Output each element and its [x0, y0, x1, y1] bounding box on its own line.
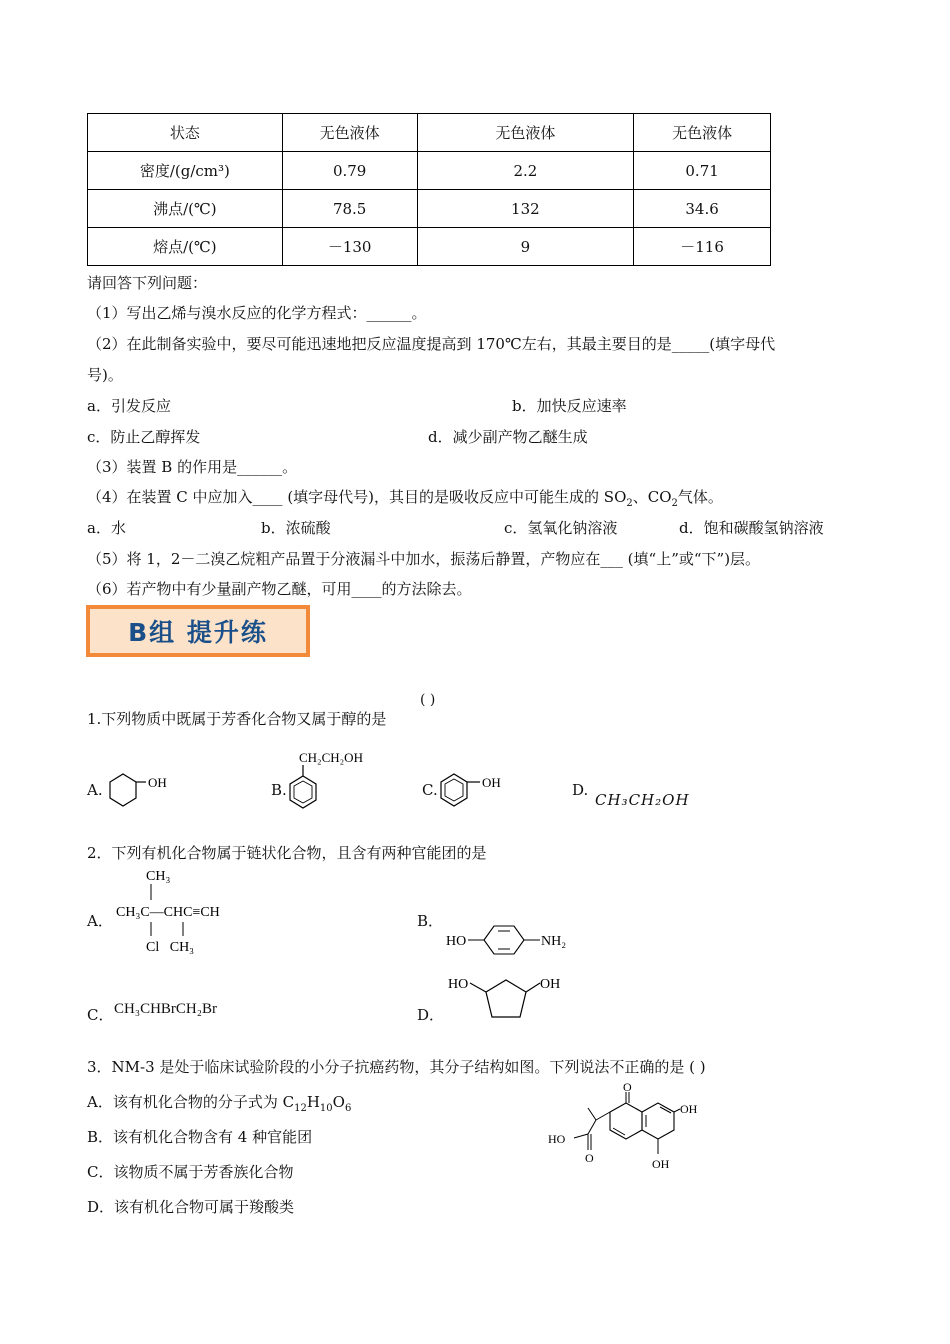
- phenol-structure: [436, 770, 516, 816]
- table-cell: 无色液体: [282, 114, 417, 152]
- subscript: 10: [319, 1103, 333, 1114]
- b3-option-b: B．该有机化合物含有 4 种官能团: [87, 1128, 313, 1146]
- benzene-ring: [642, 1103, 674, 1139]
- oh-label: OH: [482, 775, 501, 790]
- table-row: [88, 114, 771, 152]
- table-cell: 0.71: [634, 152, 771, 190]
- bond: [596, 1112, 610, 1120]
- table-cell: 78.5: [282, 190, 417, 228]
- ch2ch2oh-label: CH₂CH₂OH: [299, 750, 363, 765]
- hydroxyl-bottom: OH: [652, 1157, 670, 1171]
- b3-option-a: [87, 1091, 351, 1114]
- b1-stem: 1.下列物质中既属于芳香化合物又属于醇的是: [87, 710, 387, 728]
- banner-title: B组 提升练: [128, 618, 268, 647]
- double-bond: [613, 1128, 625, 1135]
- q2-option-d: d．减少副产物乙醚生成: [428, 428, 588, 446]
- cyclopentanediol-structure: [444, 972, 574, 1027]
- main-chain: CH₃C—CHC≡CH: [116, 905, 220, 920]
- q4-text-mid: 、CO: [632, 488, 672, 506]
- subscript: 12: [294, 1103, 307, 1114]
- table-cell: 无色液体: [634, 114, 771, 152]
- table-cell: 0.79: [282, 152, 417, 190]
- carboxyl-ho: HO: [548, 1132, 566, 1146]
- q4-option-b: b．浓硫酸: [261, 519, 331, 537]
- b1-answer-paren: ( ): [420, 692, 436, 708]
- carboxyl-oxygen: O: [585, 1151, 594, 1165]
- question-6: （6）若产物中有少量副产物乙醚，可用____的方法除去。: [87, 580, 472, 598]
- cyclopentane-ring: [486, 980, 526, 1017]
- carbonyl-oxygen: O: [623, 1082, 632, 1094]
- row-label: 沸点/(℃): [88, 190, 283, 228]
- b3-option-c: C．该物质不属于芳香族化合物: [87, 1163, 294, 1181]
- ho-label: HO: [446, 934, 467, 949]
- hydroxyl-top: OH: [680, 1102, 698, 1116]
- table-cell: －130: [282, 228, 417, 266]
- row-label: 熔点/(℃): [88, 228, 283, 266]
- element-symbol: H: [306, 1093, 320, 1111]
- ho-label: HO: [448, 977, 469, 992]
- b1-option-d-label: D.: [572, 781, 589, 799]
- table-row: [88, 152, 771, 190]
- b1-option-b-label: B.: [271, 781, 287, 799]
- q4-text-pre: （4）在装置 C 中应加入____ (填字母代号)，其目的是吸收反应中可能生成的 SO: [87, 488, 627, 506]
- bond: [526, 983, 540, 992]
- table-row: [88, 228, 771, 266]
- table-cell: 无色液体: [417, 114, 634, 152]
- q2-option-a: a．引发反应: [87, 397, 171, 415]
- q4-text-post: 气体。: [677, 488, 723, 506]
- section-banner: [86, 605, 310, 657]
- b2-option-a-label: A．: [87, 912, 113, 930]
- table-cell: 34.6: [634, 190, 771, 228]
- aromatic-inner-ring: [294, 781, 312, 803]
- q4-option-a: a．水: [87, 519, 126, 537]
- subscript: 2: [671, 498, 678, 509]
- q4-option-c: c．氢氧化钠溶液: [504, 519, 618, 537]
- properties-table: [87, 113, 771, 266]
- substituents-bottom: Cl CH₃: [146, 940, 195, 955]
- element-symbol: O: [332, 1093, 345, 1111]
- nm3-structure: [540, 1082, 700, 1182]
- dibromopropane-formula: CH₃CHBrCH₂Br: [114, 1001, 217, 1017]
- table-row: [88, 190, 771, 228]
- benzene-ring: [484, 926, 524, 954]
- nh2-label: NH₂: [541, 934, 567, 949]
- b1-option-c-label: C.: [422, 781, 438, 799]
- question-5: （5）将 1，2－二溴乙烷粗产品置于分液漏斗中加水，振荡后静置，产物应在___ (填“上”或“下”)层。: [87, 550, 761, 568]
- subscript: 2: [626, 498, 633, 509]
- question-1: （1）写出乙烯与溴水反应的化学方程式：______。: [87, 304, 427, 322]
- question-3: （3）装置 B 的作用是______。: [87, 458, 298, 476]
- table-cell: 9: [417, 228, 634, 266]
- b2-option-b-label: B．: [417, 912, 444, 930]
- aminophenol-structure: [444, 918, 584, 964]
- question-4: [87, 486, 723, 509]
- b2-stem: 2．下列有机化合物属于链状化合物，且含有两种官能团的是: [87, 844, 487, 862]
- b3-stem: 3．NM-3 是处于临床试验阶段的小分子抗癌药物，其分子结构如图。下列说法不正确的是 ( ): [87, 1058, 706, 1076]
- b3-option-d: D．该有机化合物可属于羧酸类: [87, 1198, 295, 1216]
- b2-option-c-label: C．: [87, 1006, 114, 1024]
- bond: [470, 983, 486, 992]
- bond: [588, 1120, 596, 1134]
- q2-option-c: c．防止乙醇挥发: [87, 428, 201, 446]
- question-2-line2: 号)。: [87, 366, 123, 384]
- q4-option-d: d．饱和碳酸氢钠溶液: [679, 519, 824, 537]
- ethanol-formula: CH₃CH₂OH: [595, 791, 690, 809]
- ring: [110, 774, 136, 806]
- aromatic-inner-ring: [445, 779, 463, 801]
- row-label: 状态: [88, 114, 283, 152]
- oh-label: OH: [540, 977, 561, 992]
- lactone-ring: [610, 1103, 642, 1139]
- b1-option-a-label: A.: [87, 781, 103, 799]
- option-text: A．该有机化合物的分子式为 C: [87, 1093, 295, 1111]
- phenylethanol-structure: [285, 748, 385, 818]
- intro-text: 请回答下列问题：: [87, 274, 208, 292]
- methyl-top: CH₃: [146, 869, 171, 884]
- table-cell: －116: [634, 228, 771, 266]
- b2-structure-a: [114, 862, 264, 958]
- methyl-bond: [588, 1108, 596, 1120]
- subscript: 6: [344, 1103, 352, 1114]
- oh-label: OH: [148, 775, 167, 790]
- b2-option-d-label: D．: [417, 1006, 445, 1024]
- row-label: 密度/(g/cm³): [88, 152, 283, 190]
- table-cell: 132: [417, 190, 634, 228]
- q2-option-b: b．加快反应速率: [512, 397, 627, 415]
- banner-inner: [90, 609, 306, 653]
- bond: [574, 1134, 588, 1138]
- question-2-line1: （2）在此制备实验中，要尽可能迅速地把反应温度提高到 170℃左右，其最主要目的是_____(填字母代: [87, 335, 776, 353]
- cyclohexanol-structure: [102, 770, 182, 816]
- table-cell: 2.2: [417, 152, 634, 190]
